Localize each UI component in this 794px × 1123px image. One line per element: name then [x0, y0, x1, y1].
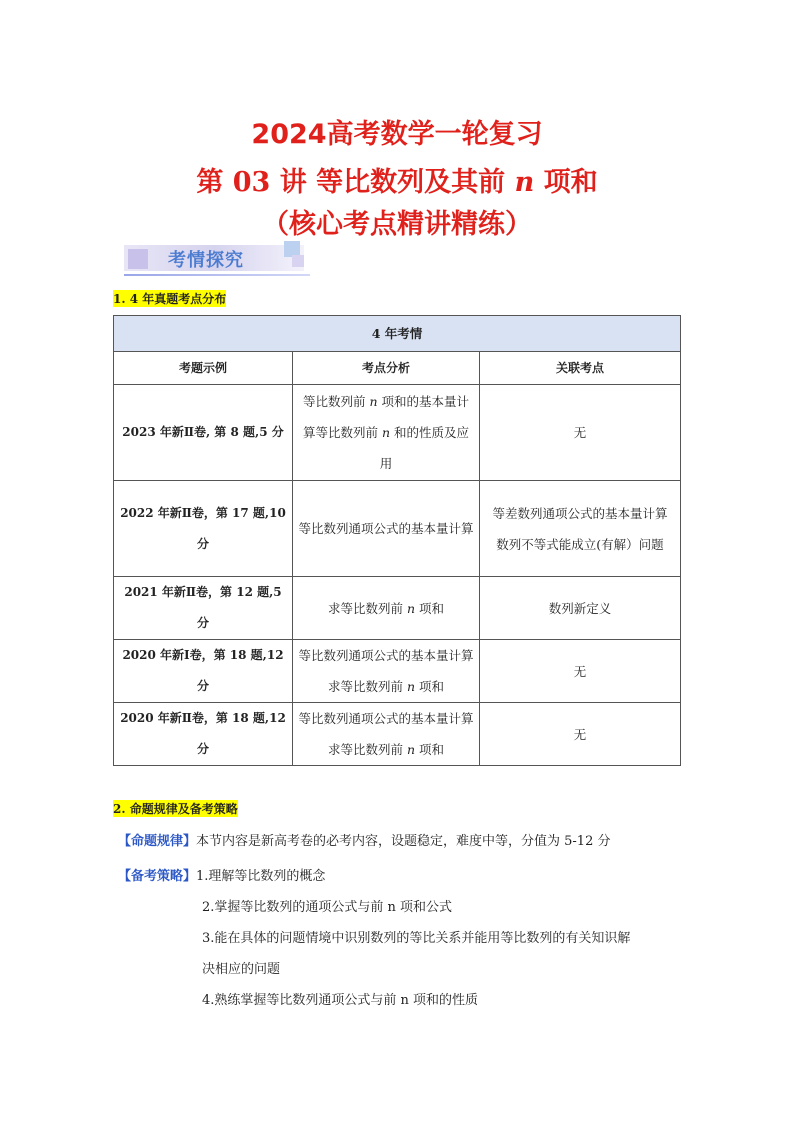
column-header: 关联考点 — [480, 352, 681, 385]
column-header: 考题示例 — [114, 352, 293, 385]
related-cell: 等差数列通项公式的基本量计算 数列不等式能成立(有解）问题 — [480, 481, 681, 577]
banner-label: 考情探究 — [168, 250, 244, 271]
related-cell: 无 — [480, 640, 681, 703]
banner-square-decoration — [128, 249, 148, 269]
section-banner — [124, 241, 310, 275]
analysis-cell: 等比数列通项公式的基本量计算 — [293, 481, 480, 577]
rule-paragraph: 【命题规律】本节内容是新高考卷的必考内容，设题稳定，难度中等，分值为 5-12 分 — [118, 834, 611, 849]
section-heading-distribution: 1. 4 年真题考点分布 — [113, 292, 227, 306]
table-row — [114, 640, 681, 703]
banner-square-decoration — [292, 255, 304, 267]
section-heading-strategy: 2. 命题规律及备考策略 — [113, 802, 238, 816]
analysis-cell: 等比数列通项公式的基本量计算求等比数列前 n 项和 — [293, 703, 480, 766]
exam-cell: 2021 年新Ⅱ卷，第 12 题,5 分 — [114, 577, 293, 640]
table-row — [114, 481, 681, 577]
exam-cell: 2022 年新Ⅱ卷，第 17 题,10 分 — [114, 481, 293, 577]
doc-title: 2024高考数学一轮复习 — [251, 119, 543, 150]
exam-cell: 2020 年新Ⅱ卷，第 18 题,12 分 — [114, 703, 293, 766]
doc-subtitle-note: （核心考点精讲精练） — [262, 209, 532, 240]
related-cell: 无 — [480, 385, 681, 481]
table-row — [114, 577, 681, 640]
exam-cell: 2023 年新Ⅱ卷, 第 8 题,5 分 — [114, 385, 293, 481]
table-row — [114, 385, 681, 481]
analysis-cell: 等比数列通项公式的基本量计算求等比数列前 n 项和 — [293, 640, 480, 703]
analysis-cell: 求等比数列前 n 项和 — [293, 577, 480, 640]
column-header: 考点分析 — [293, 352, 480, 385]
exam-table — [113, 315, 681, 766]
related-cell: 数列新定义 — [480, 577, 681, 640]
related-cell: 无 — [480, 703, 681, 766]
analysis-cell: 等比数列前 n 项和的基本量计算等比数列前 n 和的性质及应用 — [293, 385, 480, 481]
strategy-item: 2.掌握等比数列的通项公式与前 n 项和公式 — [202, 900, 453, 915]
doc-subtitle: 第 03 讲 等比数列及其前 n 项和 — [196, 167, 598, 198]
table-row — [114, 703, 681, 766]
strategy-item: 4.熟练掌握等比数列通项公式与前 n 项和的性质 — [202, 993, 479, 1008]
strategy-item: 决相应的问题 — [202, 962, 281, 977]
strategy-paragraph: 【备考策略】1.理解等比数列的概念 — [118, 869, 326, 884]
table-header: 4 年考情 — [114, 316, 681, 352]
exam-cell: 2020 年新Ⅰ卷，第 18 题,12 分 — [114, 640, 293, 703]
strategy-item: 3.能在具体的问题情境中识别数列的等比关系并能用等比数列的有关知识解 — [202, 931, 631, 946]
